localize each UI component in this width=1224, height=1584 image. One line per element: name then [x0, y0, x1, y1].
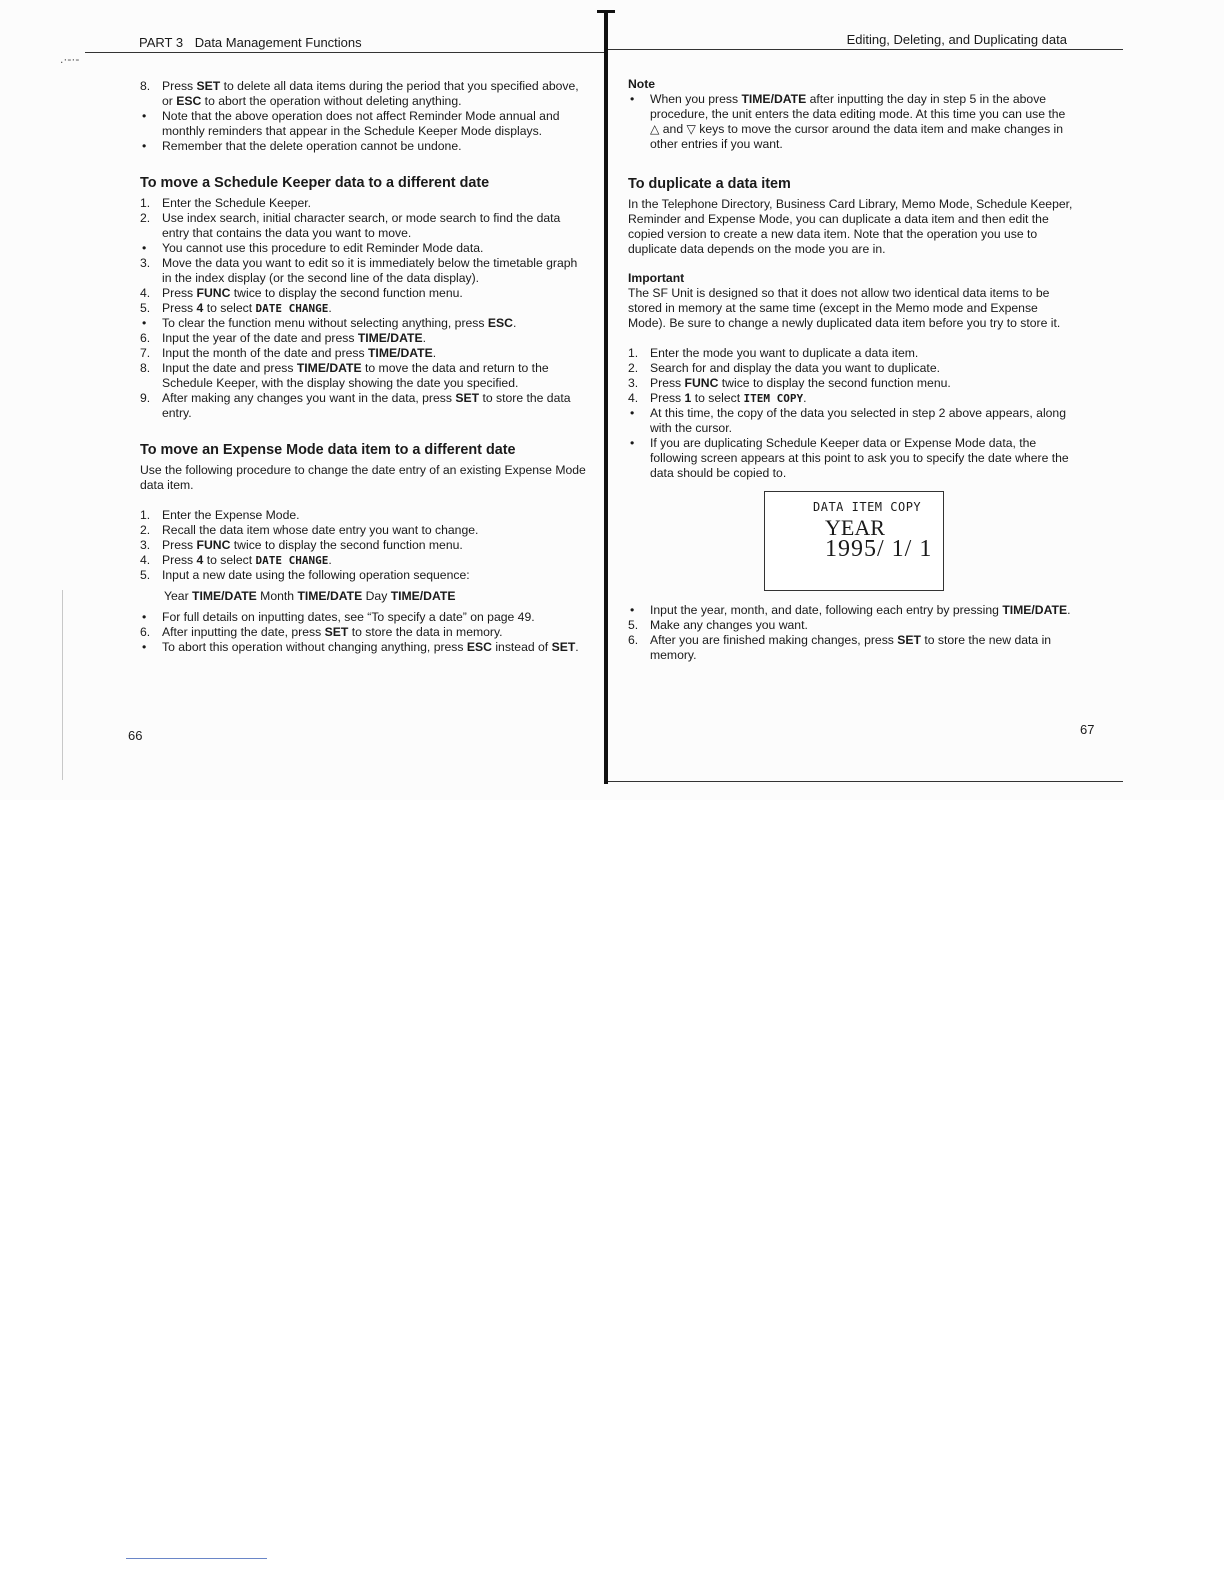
list-item: [140, 316, 590, 331]
list-item: [140, 301, 590, 316]
list-marker: •: [142, 316, 147, 330]
list-item: [140, 79, 590, 109]
list-marker: 5.: [140, 568, 151, 582]
list-marker: 6.: [140, 331, 151, 345]
list-item: [140, 109, 590, 139]
move-expense-steps-after: [140, 610, 590, 655]
list-marker: 8.: [140, 79, 151, 93]
list-marker: 2.: [140, 523, 151, 537]
book-spine: [604, 12, 608, 784]
list-item: [628, 361, 1076, 376]
left-top-list: [140, 79, 590, 154]
lcd-date-value: 1995/ 1/ 1: [825, 536, 933, 562]
list-marker: 6.: [628, 633, 639, 647]
list-marker: 9.: [140, 391, 151, 405]
list-item: [140, 331, 590, 346]
right-page-column: [628, 77, 1076, 663]
note-list: [628, 92, 1076, 152]
list-item: [628, 406, 1076, 436]
list-marker: •: [142, 241, 147, 255]
page-number-left: 66: [128, 728, 143, 743]
left-page-column: [140, 79, 590, 655]
important-heading: Important: [628, 271, 685, 285]
section-heading-duplicate: To duplicate a data item: [628, 176, 791, 192]
list-marker: 6.: [140, 625, 151, 639]
list-marker: 4.: [628, 391, 639, 405]
move-schedule-steps: [140, 196, 590, 421]
list-item: [628, 376, 1076, 391]
list-item-text: Enter the mode you want to duplicate a data item.: [650, 346, 919, 360]
list-item-text: Input the year of the date and press TIME/DATE.: [162, 331, 426, 345]
list-item: [140, 508, 590, 523]
list-marker: 3.: [140, 256, 151, 270]
list-item: [140, 523, 590, 538]
list-item-text: Press 4 to select DATE CHANGE.: [162, 301, 332, 315]
list-item: [140, 211, 590, 241]
list-marker: 1.: [140, 508, 151, 522]
list-item: [140, 346, 590, 361]
list-item-text: Press FUNC twice to display the second function menu.: [162, 538, 463, 552]
running-header-left: [139, 35, 362, 50]
page-number-right: 67: [1080, 722, 1095, 737]
list-marker: 3.: [140, 538, 151, 552]
list-item-text: Input the year, month, and date, following each entry by pressing TIME/DATE.: [650, 603, 1071, 617]
list-item-text: To abort this operation without changing anything, press ESC instead of SET.: [162, 640, 579, 654]
list-item-text: After making any changes you want in the data, press SET to store the data entry.: [162, 391, 571, 420]
list-marker: •: [630, 406, 635, 420]
list-item-text: For full details on inputting dates, see “To specify a date” on page 49.: [162, 610, 535, 624]
list-marker: •: [630, 436, 635, 450]
list-item-text: Press FUNC twice to display the second function menu.: [650, 376, 951, 390]
list-item: [140, 256, 590, 286]
list-marker: •: [142, 139, 147, 153]
list-item-text: Recall the data item whose date entry you want to change.: [162, 523, 479, 537]
list-item-text: Enter the Expense Mode.: [162, 508, 300, 522]
list-marker: 4.: [140, 553, 151, 567]
list-item: [628, 436, 1076, 481]
list-item-text: Make any changes you want.: [650, 618, 808, 632]
list-item: [628, 618, 1076, 633]
list-item-text: After inputting the date, press SET to store the data in memory.: [162, 625, 503, 639]
list-item: [628, 391, 1076, 406]
list-marker: 4.: [140, 286, 151, 300]
list-marker: •: [142, 109, 147, 123]
duplicate-intro: In the Telephone Directory, Business Card Library, Memo Mode, Schedule Keeper, Reminder and Expense Mode, you can duplicate a data item and then edit the copied version to create a new data item. Note that the operation you use to duplicate data depends on the mode you are in.: [628, 197, 1073, 256]
list-item-text: At this time, the copy of the data you selected in step 2 above appears, along with the cursor.: [650, 406, 1066, 435]
part-label: PART 3: [139, 35, 184, 50]
move-expense-steps: [140, 508, 590, 583]
list-marker: 2.: [628, 361, 639, 375]
lcd-screen: [764, 491, 944, 591]
list-item-text: Press SET to delete all data items during the period that you specified above, or ESC to abort the operation without deleting anything.: [162, 79, 579, 108]
list-item-text: Enter the Schedule Keeper.: [162, 196, 312, 210]
note-heading: Note: [628, 77, 656, 91]
section-heading-move-schedule: To move a Schedule Keeper data to a different date: [140, 175, 490, 191]
list-marker: 5.: [628, 618, 639, 632]
header-rule-left: [85, 52, 605, 53]
list-item: [140, 610, 590, 625]
list-marker: 7.: [140, 346, 151, 360]
list-item: [140, 286, 590, 301]
list-marker: •: [142, 640, 147, 654]
list-item: [628, 603, 1076, 618]
list-item: [628, 633, 1076, 663]
list-item-text: Press 1 to select ITEM COPY.: [650, 391, 807, 405]
duplicate-steps-after: [628, 603, 1076, 663]
list-item-text: Input the date and press TIME/DATE to move the data and return to the Schedule Keeper, with the display showing the date you specified.: [162, 361, 549, 390]
list-item-text: Input a new date using the following operation sequence:: [162, 568, 470, 582]
list-item: [628, 92, 1076, 152]
duplicate-steps: [628, 346, 1076, 481]
list-item-text: Use index search, initial character search, or mode search to find the data entry that contains the data you want to move.: [162, 211, 561, 240]
list-item-text: Press 4 to select DATE CHANGE.: [162, 553, 332, 567]
list-item: [140, 361, 590, 391]
list-marker: 1.: [628, 346, 639, 360]
list-item-text: Note that the above operation does not affect Reminder Mode annual and monthly reminders that appear in the Schedule Keeper Mode displays.: [162, 109, 560, 138]
footer-link-rule: [126, 1558, 267, 1559]
list-marker: 3.: [628, 376, 639, 390]
list-item-text: To clear the function menu without selecting anything, press ESC.: [162, 316, 517, 330]
list-item-text: Search for and display the data you want to duplicate.: [650, 361, 940, 375]
list-marker: •: [630, 92, 635, 106]
footer-rule-right: [608, 781, 1123, 782]
list-marker: 8.: [140, 361, 151, 375]
important-text: The SF Unit is designed so that it does not allow two identical data items to be stored in memory at the same time (except in the Memo mode and Expense Mode). Be sure to change a newly duplicated data item before you try to store it.: [628, 286, 1061, 330]
header-rule-right: [608, 49, 1123, 50]
list-item: [140, 196, 590, 211]
list-item: [140, 625, 590, 640]
list-marker: •: [142, 610, 147, 624]
list-marker: 1.: [140, 196, 151, 210]
list-marker: 2.: [140, 211, 151, 225]
list-item-text: You cannot use this procedure to edit Reminder Mode data.: [162, 241, 484, 255]
list-item-text: If you are duplicating Schedule Keeper data or Expense Mode data, the following screen appears at this point to ask you to specify the date where the data should be copied to.: [650, 436, 1069, 480]
lcd-year-label: YEAR: [825, 515, 885, 540]
list-item: [140, 553, 590, 568]
list-item: [628, 346, 1076, 361]
list-item: [140, 241, 590, 256]
list-item-text: Input the month of the date and press TIME/DATE.: [162, 346, 437, 360]
list-item: [140, 538, 590, 553]
part-title: Data Management Functions: [194, 35, 362, 50]
section-heading-move-expense: To move an Expense Mode data item to a different date: [140, 442, 516, 458]
operation-sequence: Year TIME/DATE Month TIME/DATE Day TIME/DATE: [164, 589, 456, 603]
move-expense-intro: Use the following procedure to change the date entry of an existing Expense Mode data item.: [140, 463, 586, 492]
list-item-text: When you press TIME/DATE after inputting the day in step 5 in the above procedure, the unit enters the data editing mode. At this time you can use the △ and ▽ keys to move the cursor around the data item and make changes in other entries if you want.: [650, 92, 1066, 151]
margin-mark: .·-·-: [60, 52, 80, 66]
list-item: [140, 568, 590, 583]
margin-line: [62, 590, 63, 780]
list-item: [140, 139, 590, 154]
list-marker: •: [630, 603, 635, 617]
list-marker: 5.: [140, 301, 151, 315]
list-item-text: Remember that the delete operation cannot be undone.: [162, 139, 462, 153]
list-item-text: Move the data you want to edit so it is immediately below the timetable graph in the index display (or the second line of the data display).: [162, 256, 578, 285]
list-item-text: After you are finished making changes, press SET to store the new data in memory.: [650, 633, 1052, 662]
list-item-text: Press FUNC twice to display the second function menu.: [162, 286, 463, 300]
list-item: [140, 391, 590, 421]
list-item: [140, 640, 590, 655]
running-header-right: Editing, Deleting, and Duplicating data: [846, 32, 1067, 47]
lcd-title: DATA ITEM COPY: [813, 500, 922, 514]
